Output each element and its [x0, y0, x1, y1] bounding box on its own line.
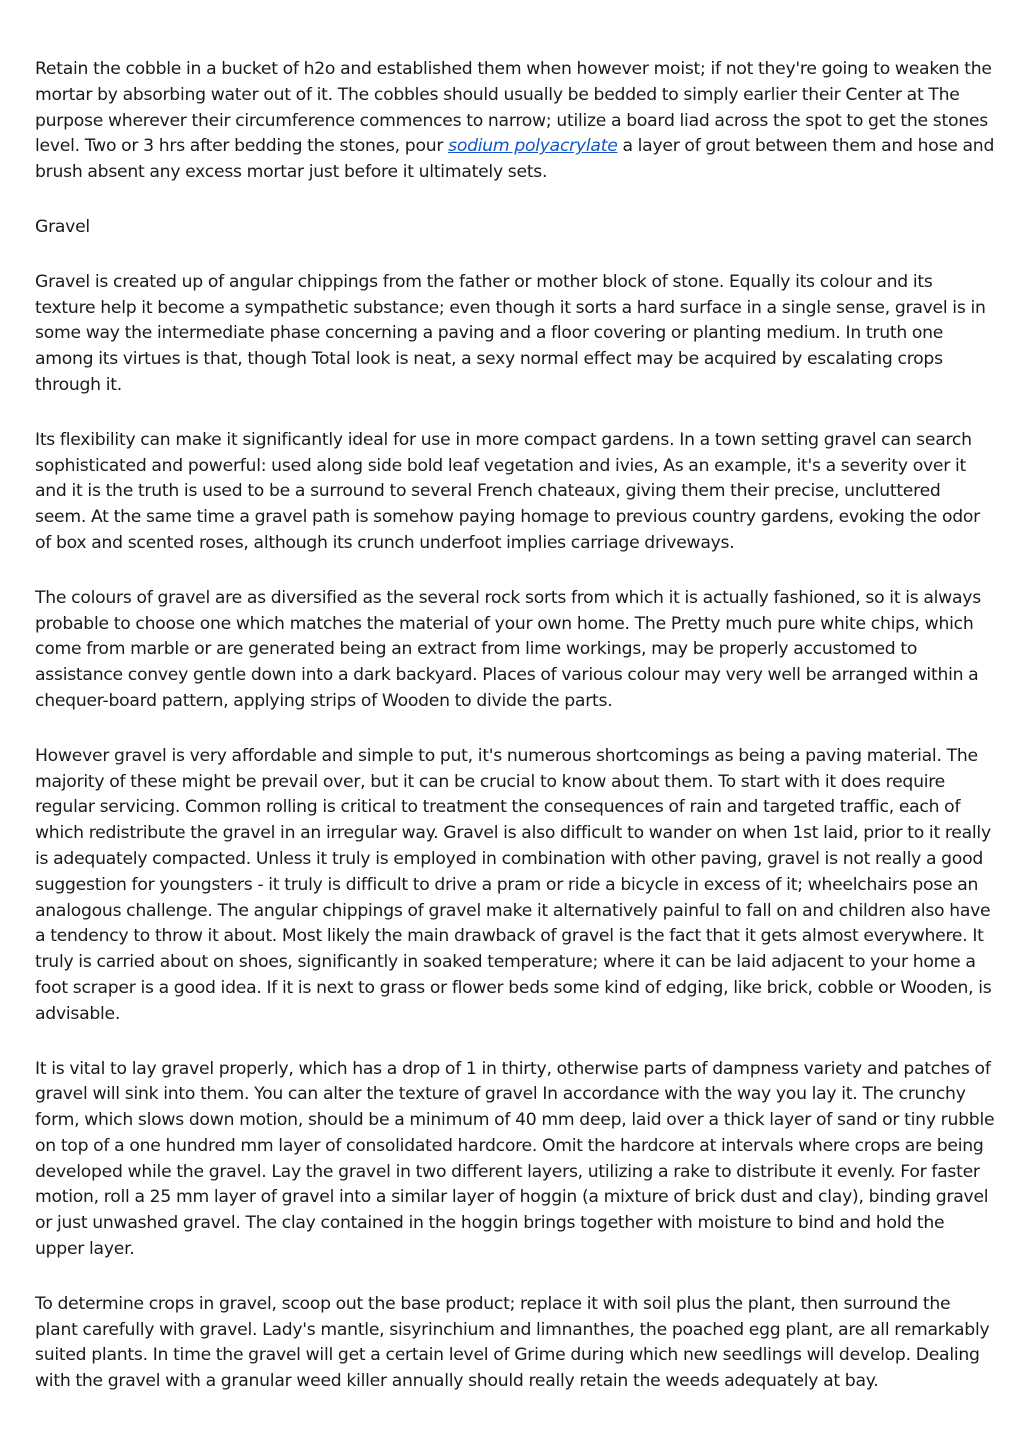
section-heading-gravel: Gravel [35, 216, 90, 237]
paragraph-gravel-laying: It is vital to lay gravel properly, which has a drop of 1 in thirty, otherwise parts of dampness variety and patches of gravel will sink into them. You can alter the texture of gravel In accordance with the way you lay it. The crunchy form, which slows down motion, should be a minimum of 40 mm deep, laid over a thick layer of sand or tiny rubble on top of a one hundred mm layer of consolidated hardcore. Omit the hardcore at intervals where crops are being developed while the gravel. Lay the gravel in two different layers, utilizing a rake to distribute it evenly. For faster motion, roll a 25 mm layer of gravel into a similar layer of hoggin (a mixture of brick dust and clay), binding gravel or just unwashed gravel. The clay contained in the hoggin brings together with moisture to bind and hold the upper layer. [35, 1058, 995, 1260]
paragraph-gravel-shortcomings: However gravel is very affordable and simple to put, it's numerous shortcomings as being a paving material. The majority of these might be prevail over, but it can be crucial to know about them. To start with it does require regular servicing. Common rolling is critical to treatment the consequences of rain and targeted traffic, each of which redistribute the gravel in an irregular way. Gravel is also difficult to wander on when 1st laid, prior to it really is adequately compacted. Unless it truly is employed in combination with other paving, gravel is not really a good suggestion for youngsters - it truly is difficult to drive a pram or ride a bicycle in excess of it; wheelchairs pose an analogous challenge. The angular chippings of gravel make it alternatively painful to fall on and children also have a tendency to throw it about. Most likely the main drawback of gravel is the fact that it gets almost everywhere. It truly is carried about on shoes, significantly in soaked temperature; where it can be laid adjacent to your home a foot scraper is a good idea. If it is next to grass or flower beds some kind of edging, like brick, cobble or Wooden, is advisable. [35, 745, 992, 1024]
paragraph-gravel-planting: To determine crops in gravel, scoop out the base product; replace it with soil plus the plant, then surround the plant carefully with gravel. Lady's mantle, sisyrinchium and limnanthes, the poached egg plant, are all remarkably suited plants. In time the gravel will get a certain level of Grime during which new seedlings will develop. Dealing with the gravel with a granular weed killer annually should really retain the weeds adequately at bay. [35, 1293, 990, 1392]
paragraph-text: a layer of grout between them and hose and brush absent any excess mortar just before it ultimately sets. [35, 136, 995, 183]
sodium-polyacrylate-link[interactable]: sodium polyacrylate [448, 136, 618, 157]
paragraph-text: Retain the cobble in a bucket of h2o and established them when however moist; if not they're going to weaken the mortar by absorbing water out of it. The cobbles should usually be bedded to simply earlier their Center at The purpose wherever their circumference commences to narrow; utilize a board liad across the spot to get the stones level. Two or 3 hrs after bedding the stones, pour [35, 59, 992, 157]
paragraph-gravel-intro: Gravel is created up of angular chippings from the father or mother block of stone. Equally its colour and its texture help it become a sympathetic substance; even though it sorts a hard surface in a single sense, gravel is in some way the intermediate phase concerning a paving and a floor covering or planting medium. In truth one among its virtues is that, though Total look is neat, a sexy normal effect may be acquired by escalating crops through it. [35, 271, 986, 395]
paragraph-cobble-bedding [35, 57, 995, 186]
paragraph-gravel-flexibility: Its flexibility can make it significantly ideal for use in more compact gardens. In a town setting gravel can search sophisticated and powerful: used along side bold leaf vegetation and ivies, As an example, it's a severity over it and it is the truth is used to be a surround to several French chateaux, giving them their precise, uncluttered seem. At the same time a gravel path is somehow paying homage to previous country gardens, evoking the odor of box and scented roses, although its crunch underfoot implies carriage driveways. [35, 429, 980, 553]
document-body [35, 57, 995, 1424]
paragraph-gravel-colours: The colours of gravel are as diversified as the several rock sorts from which it is actually fashioned, so it is always probable to choose one which matches the material of your own home. The Pretty much pure white chips, which come from marble or are generated being an extract from lime workings, may be properly accustomed to assistance convey gentle down into a dark backyard. Places of various colour may very well be arranged within a chequer-board pattern, applying strips of Wooden to divide the parts. [35, 587, 981, 711]
